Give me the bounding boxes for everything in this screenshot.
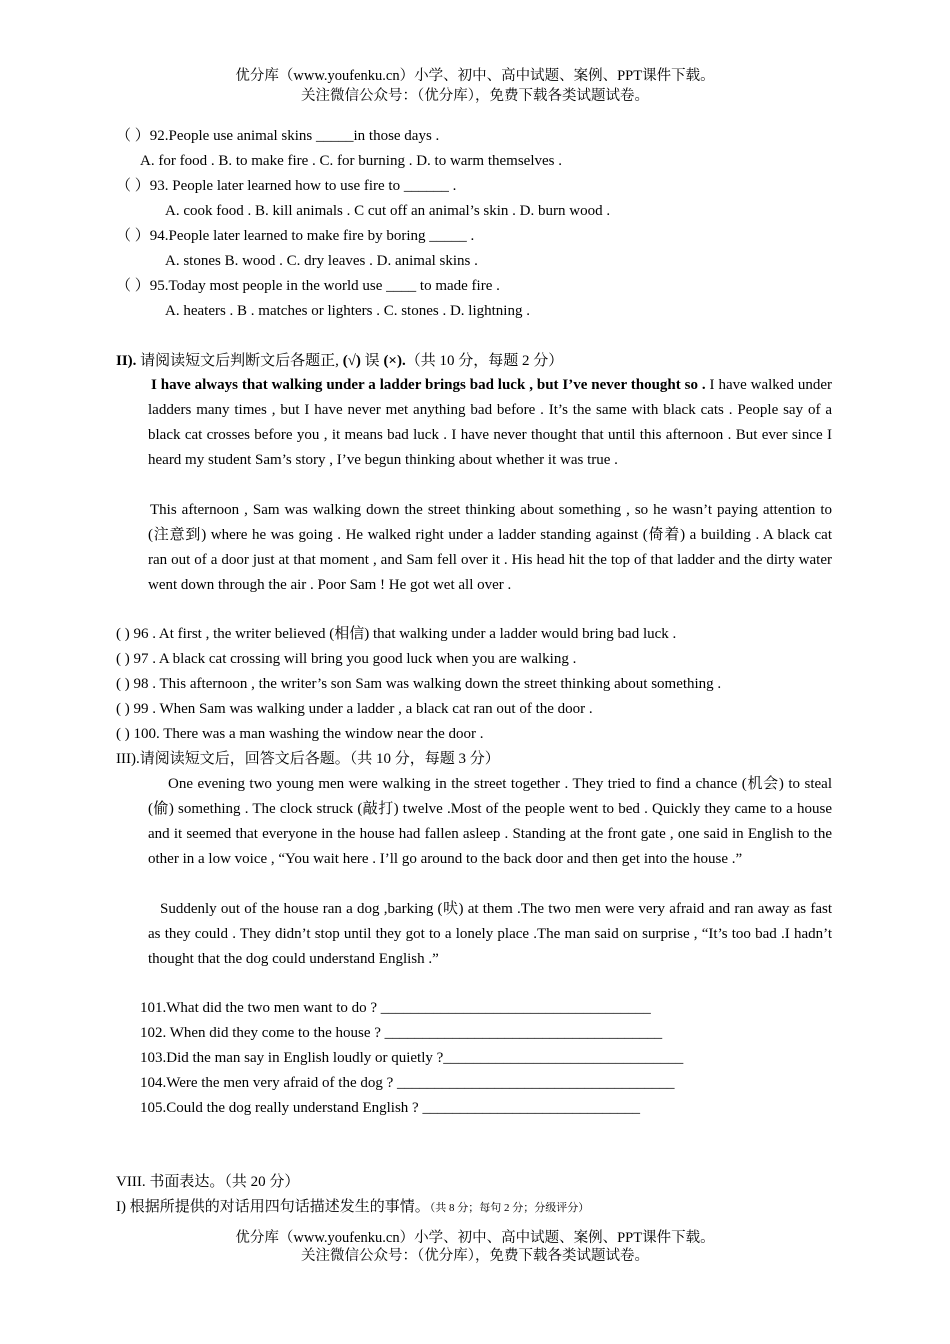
section-8-heading: VIII. 书面表达。（共 20 分） [116,1174,300,1190]
section-3-passage-paragraph-1: One evening two young men were walking in the street together . They tried to find a chance (机会) to steal (偷) something . The clock struck (敲打) twelve .Most of the people went to bed . Quickly they came to a house and it seemed that everyone in the house had fallen asleep . Standing at the front gate , one said in English to the other in a low voice , “You wait here . I’ll go around to the back door and then get into the house .” [148,776,832,867]
section-2-check-mark: (√) [342,353,361,369]
section-8-instruction: I) 根据所提供的对话用四句话描述发生的事情。 [116,1199,430,1215]
section-3-heading: III).请阅读短文后，回答文后各题。（共 10 分，每题 3 分） [116,751,500,767]
question-99: ( ) 99 . When Sam was walking under a ladder , a black cat ran out of the door . [116,701,593,717]
section-2-cross-mark: (×). [383,353,406,369]
question-97: ( ) 97 . A black cat crossing will bring you good luck when you are walking . [116,651,577,667]
question-98: ( ) 98 . This afternoon , the writer’s son Sam was walking down the street thinking about something . [116,676,722,692]
section-2-heading [116,351,563,371]
section-8-score-note: （共 8 分；每句 2 分；分级评分） [429,1202,590,1214]
section-3-passage-paragraph-2: Suddenly out of the house ran a dog ,barking (吠) at them .The two men were very afraid and ran away as fast as they could . They didn’t stop until they got to a lonely place .The man said on surprise , “It’s too bad .I hadn’t thought that the dog could understand English .” [148,901,832,967]
question-93: （ ）93. People later learned how to use fire to ______ . [116,178,457,194]
question-95: （ ）95.Today most people in the world use ____ to made fire . [116,278,500,294]
question-102: 102. When did they come to the house ? _____________________________________ [140,1025,663,1041]
section-2-score: （共 10 分，每题 2 分） [405,353,564,369]
question-92: （ ）92.People use animal skins _____in those days . [116,128,440,144]
header-line-2: 关注微信公众号：（优分库），免费下载各类试题试卷。 [301,88,649,104]
question-94-options: A. stones B. wood . C. dry leaves . D. animal skins . [165,253,478,269]
question-96: ( ) 96 . At first , the writer believed (相信) that walking under a ladder would bring bad luck . [116,626,677,642]
footer-line-2: 关注微信公众号：（优分库），免费下载各类试题试卷。 [301,1248,649,1264]
question-105: 105.Could the dog really understand English ? _____________________________ [140,1100,640,1116]
question-101: 101.What did the two men want to do ? ____________________________________ [140,1000,651,1016]
section-2-passage-paragraph-2: This afternoon , Sam was walking down the street thinking about something , so he wasn’t paying attention to (注意到) where he was going . He walked right under a ladder standing against (倚着) a building . A black cat ran out of a door just at that moment , and Sam fell over it . His head hit the top of that ladder and the dirty water went down through the air . Poor Sam ! He got wet all over . [148,502,832,593]
section-2-instruction-mid: 误 [360,353,384,369]
question-94: （ ）94.People later learned to make fire by boring _____ . [116,228,475,244]
section-2-passage-paragraph-1 [148,373,832,473]
section-2-label: II). [116,353,137,369]
section-2-instruction: 请阅读短文后判断文后各题正, [136,353,343,369]
section-8-subheading [116,1197,589,1218]
section-2-passage-p1-text: I have walked under ladders many times , but I have never met anything bad before . It’s the same with black cats . People say of a black cat crosses before you , it means bad luck . I have never thought that until this afternoon . But ever since I heard my student Sam’s story , I’ve begun thinking about whether it was true . [148,377,833,468]
section-2-passage-bold-sentence: I have always that walking under a ladder brings bad luck , but I’ve never thought so . [151,377,706,393]
question-93-options: A. cook food . B. kill animals . C cut off an animal’s skin . D. burn wood . [165,203,611,219]
question-95-options: A. heaters . B . matches or lighters . C. stones . D. lightning . [165,303,530,319]
header-line-1: 优分库（www.youfenku.cn）小学、初中、高中试题、案例、PPT课件下载。 [235,68,715,84]
question-100: ( ) 100. There was a man washing the window near the door . [116,726,484,742]
question-104: 104.Were the men very afraid of the dog ? _____________________________________ [140,1075,675,1091]
question-92-options: A. for food . B. to make fire . C. for burning . D. to warm themselves . [140,153,562,169]
footer-line-1: 优分库（www.youfenku.cn）小学、初中、高中试题、案例、PPT课件下载。 [235,1230,715,1246]
question-103: 103.Did the man say in English loudly or quietly ?________________________________ [140,1050,684,1066]
